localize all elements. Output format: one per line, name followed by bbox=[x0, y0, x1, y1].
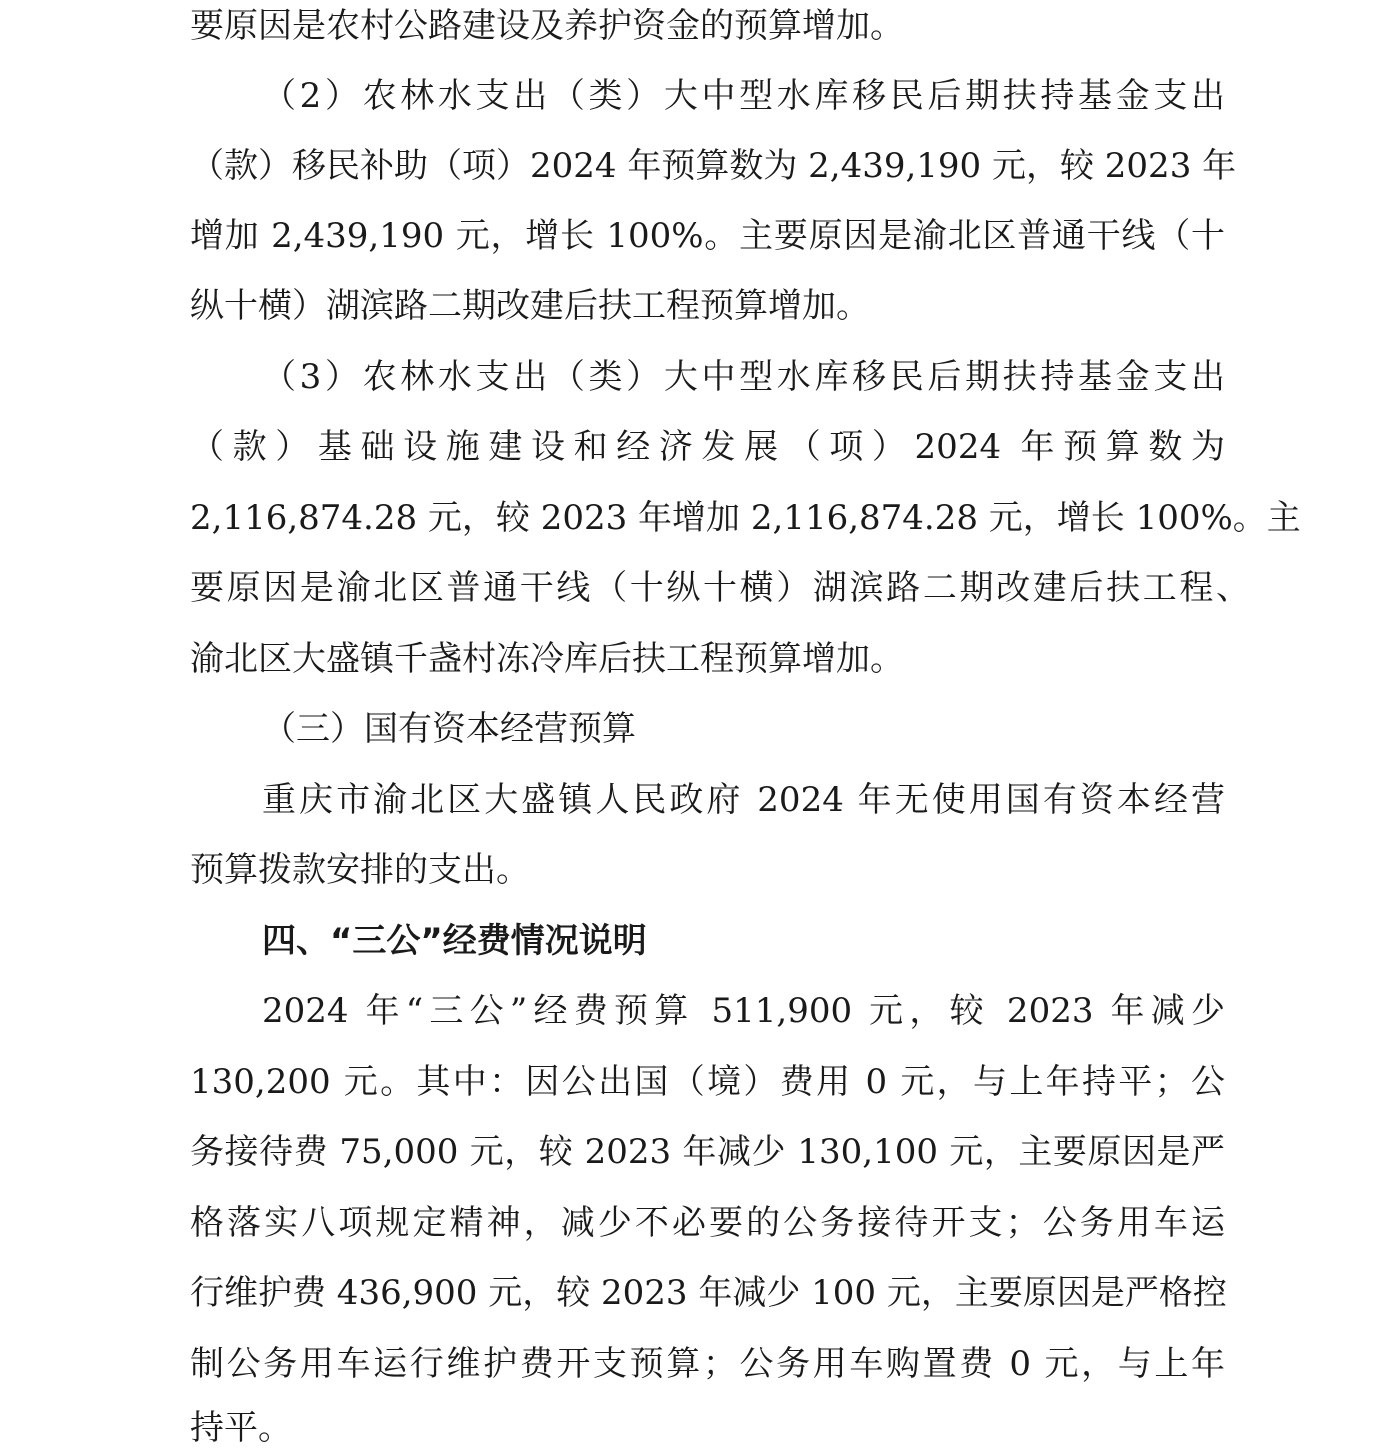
paragraph-line: 纵十横）湖滨路二期改建后扶工程预算增加。 bbox=[190, 286, 870, 326]
paragraph-line: （款）移民补助（项）2024 年预算数为 2,439,190 元，较 2023 年 bbox=[190, 146, 1237, 186]
paragraph-line: 2024 年“三公”经费预算 511,900 元，较 2023 年减少 bbox=[262, 991, 1225, 1031]
paragraph-line: 持平。 bbox=[190, 1408, 292, 1448]
section-heading: （三）国有资本经营预算 bbox=[262, 709, 636, 749]
paragraph-line: 重庆市渝北区大盛镇人民政府 2024 年无使用国有资本经营 bbox=[262, 780, 1225, 820]
paragraph-line: 渝北区大盛镇千盏村冻冷库后扶工程预算增加。 bbox=[190, 639, 904, 679]
paragraph-line: 要原因是渝北区普通干线（十纵十横）湖滨路二期改建后扶工程、 bbox=[190, 568, 1250, 608]
paragraph-line: 130,200 元。其中：因公出国（境）费用 0 元，与上年持平；公 bbox=[190, 1062, 1225, 1102]
paragraph-line: （2）农林水支出（类）大中型水库移民后期扶持基金支出 bbox=[262, 76, 1225, 116]
paragraph-line: 格落实八项规定精神，减少不必要的公务接待开支；公务用车运 bbox=[190, 1203, 1225, 1243]
paragraph-line: 要原因是农村公路建设及养护资金的预算增加。 bbox=[190, 6, 904, 46]
paragraph-line: 2,116,874.28 元，较 2023 年增加 2,116,874.28 元，增长 100%。主 bbox=[190, 498, 1301, 538]
section-heading: 四、“三公”经费情况说明 bbox=[262, 921, 647, 961]
paragraph-line: （款）基础设施建设和经济发展（项）2024 年预算数为 bbox=[190, 427, 1225, 467]
paragraph-line: 预算拨款安排的支出。 bbox=[190, 850, 530, 890]
paragraph-line: 行维护费 436,900 元，较 2023 年减少 100 元，主要原因是严格控 bbox=[190, 1273, 1227, 1313]
paragraph-line: 增加 2,439,190 元，增长 100%。主要原因是渝北区普通干线（十 bbox=[190, 216, 1225, 256]
paragraph-line: （3）农林水支出（类）大中型水库移民后期扶持基金支出 bbox=[262, 357, 1225, 397]
paragraph-line: 制公务用车运行维护费开支预算；公务用车购置费 0 元，与上年 bbox=[190, 1344, 1225, 1384]
paragraph-line: 务接待费 75,000 元，较 2023 年减少 130,100 元，主要原因是严 bbox=[190, 1132, 1225, 1172]
